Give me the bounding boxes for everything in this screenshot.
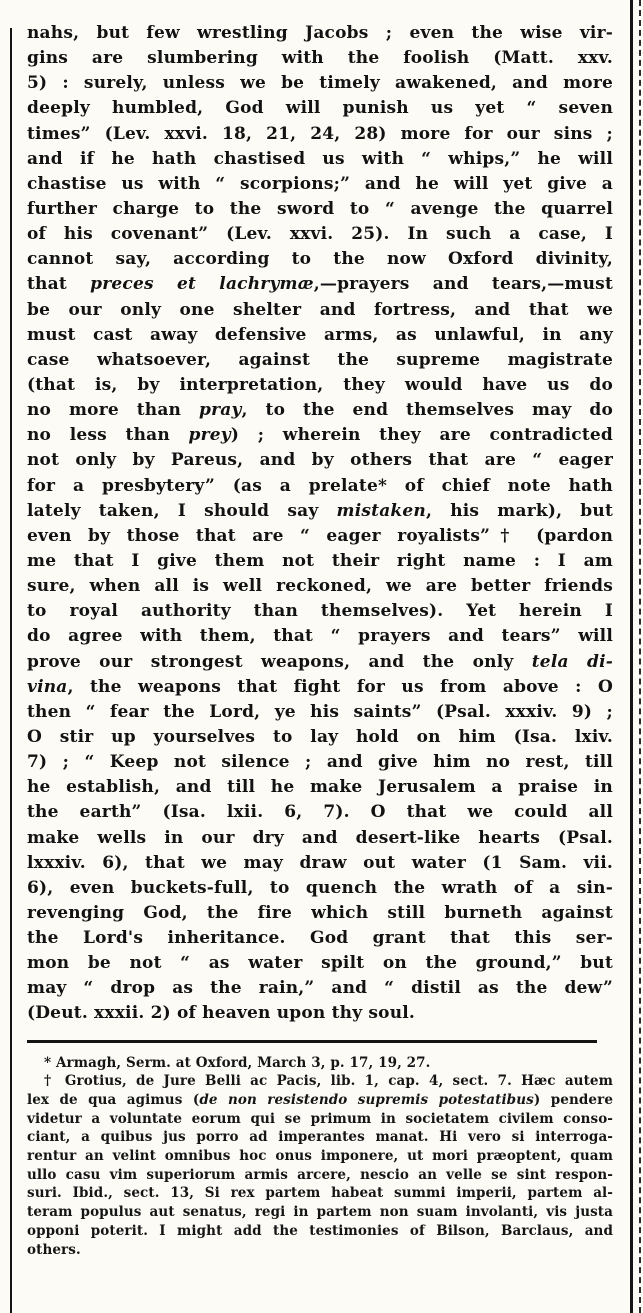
text-line: must cast away defensive arms, as unlawful, in any bbox=[27, 324, 613, 345]
text-line: O stir up yourselves to lay hold on him (Isa. lxiv. bbox=[27, 726, 613, 747]
text-line: then “ fear the Lord, ye his saints” (Psal. xxxiv. 9) ; bbox=[27, 701, 613, 722]
text-line: suri. Ibid., sect. 13, Si rex partem habeat summi imperii, partem al- bbox=[27, 1185, 613, 1202]
footnotes-block bbox=[27, 1054, 613, 1260]
text-line: case whatsoever, against the supreme magistrate bbox=[27, 349, 613, 370]
sermon-body-text bbox=[27, 21, 613, 1027]
text-line: mon be not “ as water spilt on the ground,” but bbox=[27, 953, 613, 974]
text-line: chastise us with “ scorpions;” and he will yet give a bbox=[27, 173, 613, 194]
text-line: not only by Pareus, and by others that are “ eager bbox=[27, 450, 613, 471]
text-line: videtur a voluntate eorum qui se primum in societatem civilem conso- bbox=[27, 1110, 613, 1127]
text-line: of his covenant” (Lev. xxvi. 25). In such a case, I bbox=[27, 224, 613, 245]
text-line: vina, the weapons that fight for us from above : O bbox=[27, 676, 613, 697]
text-line: (that is, by interpretation, they would have us do bbox=[27, 374, 613, 395]
text-line: deeply humbled, God will punish us yet “ seven bbox=[27, 98, 613, 119]
text-line: ciant, a quibus jus porro ad imperantes manat. Hi vero si interroga- bbox=[27, 1129, 613, 1146]
text-line: times” (Lev. xxvi. 18, 21, 24, 28) more for our sins ; bbox=[27, 123, 613, 144]
text-line: that preces et lachrymæ,—prayers and tears,—must bbox=[27, 274, 614, 295]
text-line: 7) ; “ Keep not silence ; and give him no rest, till bbox=[27, 752, 613, 773]
text-line: me that I give them not their right name : I am bbox=[27, 550, 613, 571]
text-line: opponi poterit. I might add the testimonies of Bilson, Barclaus, and bbox=[27, 1222, 613, 1239]
text-line: further charge to the sword to “ avenge the quarrel bbox=[27, 198, 613, 219]
text-line: (Deut. xxxii. 2) of heaven upon thy soul. bbox=[27, 1003, 416, 1024]
text-line: do agree with them, that “ prayers and tears” will bbox=[27, 626, 613, 647]
text-line: rentur an velint omnibus hoc onus imponere, ut mori præoptent, quam bbox=[27, 1148, 613, 1165]
text-line: lately taken, I should say mistaken, his mark), but bbox=[27, 500, 613, 521]
left-column-rule bbox=[10, 28, 12, 1313]
text-line: no more than pray, to the end themselves may do bbox=[27, 400, 613, 421]
right-column-rule bbox=[630, 0, 633, 1313]
text-line: to royal authority than themselves). Yet herein I bbox=[27, 601, 613, 622]
text-line: teram populus aut senatus, regi in partem non suam involanti, vis justa bbox=[27, 1204, 613, 1221]
text-line: the Lord's inheritance. God grant that this ser- bbox=[27, 928, 613, 949]
text-line: † Grotius, de Jure Belli ac Pacis, lib. 1, cap. 4, sect. 7. Hæc autem bbox=[44, 1073, 613, 1090]
text-line: the earth” (Isa. lxii. 6, 7). O that we could all bbox=[27, 802, 613, 823]
text-line: lxxxiv. 6), that we may draw out water (1 Sam. vii. bbox=[27, 852, 613, 873]
page-edge-rule bbox=[639, 0, 641, 1313]
text-line: 5) : surely, unless we be timely awakened, and more bbox=[27, 73, 613, 94]
text-line: may “ drop as the rain,” and “ distil as the dew” bbox=[27, 978, 613, 999]
text-line: 6), even buckets-full, to quench the wrath of a sin- bbox=[27, 877, 613, 898]
text-line: sure, when all is well reckoned, we are better friends bbox=[27, 576, 613, 597]
text-line: lex de qua agimus (de non resistendo supremis potestatibus) pendere bbox=[27, 1092, 614, 1108]
text-line: gins are slumbering with the foolish (Matt. xxv. bbox=[27, 48, 613, 69]
text-line: cannot say, according to the now Oxford divinity, bbox=[27, 249, 613, 270]
text-line: no less than prey) ; wherein they are contradicted bbox=[27, 425, 614, 446]
text-line: make wells in our dry and desert-like hearts (Psal. bbox=[27, 827, 613, 848]
text-line: prove our strongest weapons, and the only tela di- bbox=[27, 651, 613, 672]
text-line: others. bbox=[27, 1241, 81, 1258]
text-line: he establish, and till he make Jerusalem a praise in bbox=[27, 777, 613, 798]
footnote-separator-rule bbox=[27, 1040, 597, 1043]
text-line: even by those that are “ eager royalists”† (pardon bbox=[27, 525, 613, 546]
text-line: and if he hath chastised us with “ whips,” he will bbox=[27, 148, 613, 169]
text-line: revenging God, the fire which still burneth against bbox=[27, 902, 613, 923]
text-line: * Armagh, Serm. at Oxford, March 3, p. 17, 19, 27. bbox=[44, 1054, 431, 1071]
text-line: nahs, but few wrestling Jacobs ; even the wise vir- bbox=[27, 23, 613, 43]
text-line: ullo casu vim superiorum armis arcere, nescio an velle se sint respon- bbox=[27, 1166, 613, 1183]
text-line: for a presbytery” (as a prelate* of chief note hath bbox=[27, 475, 613, 496]
text-line: be our only one shelter and fortress, and that we bbox=[27, 299, 613, 320]
text-column bbox=[27, 21, 613, 1259]
